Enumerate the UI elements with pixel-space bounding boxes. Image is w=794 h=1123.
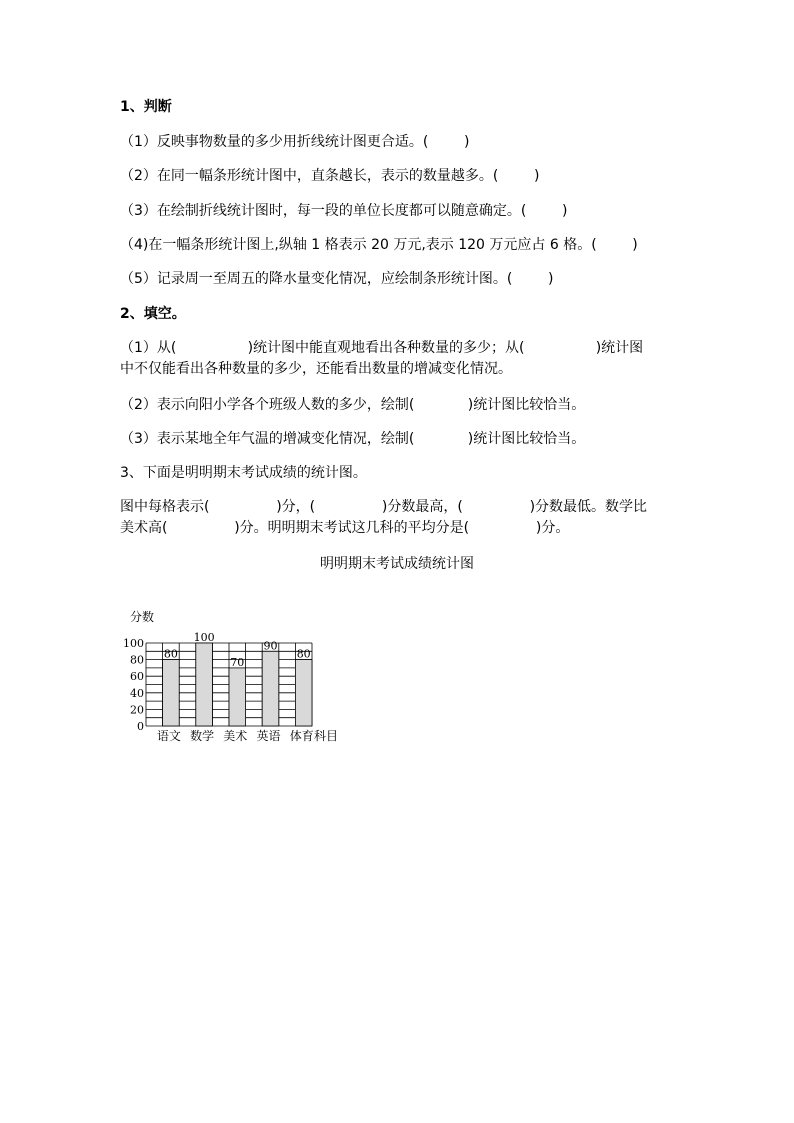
bar	[229, 668, 246, 726]
y-tick-label: 40	[130, 686, 144, 700]
bar-value-label: 90	[263, 639, 278, 653]
y-tick-label: 60	[130, 670, 144, 684]
fill-item-1a: （1）从( )统计图中能直观地看出各种数量的多少；从( )统计图	[120, 340, 644, 356]
y-tick-label: 20	[130, 703, 144, 717]
bar-value-label: 100	[193, 631, 215, 644]
section2-title: 2、填空。	[120, 306, 186, 322]
x-axis-label: 科目	[314, 729, 339, 743]
bar	[196, 643, 213, 726]
bar-value-label: 80	[163, 647, 178, 661]
bar-value-label: 70	[230, 655, 245, 669]
x-tick-label: 数学	[190, 729, 215, 743]
y-axis-label: 分数	[130, 610, 155, 624]
fill-item-3: （3）表示某地全年气温的增减变化情况，绘制( )统计图比较恰当。	[120, 431, 586, 447]
judge-item-1: （1）反映事物数量的多少用折线统计图更合适。( )	[120, 134, 470, 150]
section3-text-2: 美术高( )分。明明期末考试这几科的平均分是( )分。	[120, 520, 570, 536]
bar-value-label: 80	[296, 647, 311, 661]
x-tick-label: 体育	[289, 729, 314, 743]
x-tick-label: 美术	[223, 729, 248, 743]
judge-item-4: （4)在一幅条形统计图上,纵轴 1 格表示 20 万元,表示 120 万元应占 6 格。( )	[120, 237, 638, 253]
section1-title: 1、判断	[120, 99, 172, 115]
judge-item-3: （3）在绘制折线统计图时，每一段的单位长度都可以随意确定。( )	[120, 203, 568, 219]
judge-item-5: （5）记录周一至周五的降水量变化情况，应绘制条形统计图。( )	[120, 271, 554, 287]
fill-item-2: （2）表示向阳小学各个班级人数的多少，绘制( )统计图比较恰当。	[120, 397, 586, 413]
bar	[262, 651, 279, 726]
judge-item-2: （2）在同一幅条形统计图中，直条越长，表示的数量越多。( )	[120, 168, 540, 184]
chart-title: 明明期末考试成绩统计图	[320, 556, 474, 572]
x-tick-label: 英语	[256, 729, 281, 743]
x-tick-label: 语文	[156, 729, 181, 743]
score-bar-chart	[120, 590, 360, 750]
y-tick-label: 0	[137, 720, 144, 733]
fill-item-1b: 中不仅能看出各种数量的多少，还能看出数量的增减变化情况。	[120, 361, 512, 377]
bar	[295, 660, 312, 726]
section3-text-1: 图中每格表示( )分，( )分数最高，( )分数最低。数学比	[120, 499, 648, 515]
section3-title: 3、下面是明明期末考试成绩的统计图。	[120, 465, 367, 481]
bar	[163, 660, 180, 726]
y-tick-label: 80	[130, 653, 144, 667]
y-tick-label: 100	[123, 637, 144, 650]
